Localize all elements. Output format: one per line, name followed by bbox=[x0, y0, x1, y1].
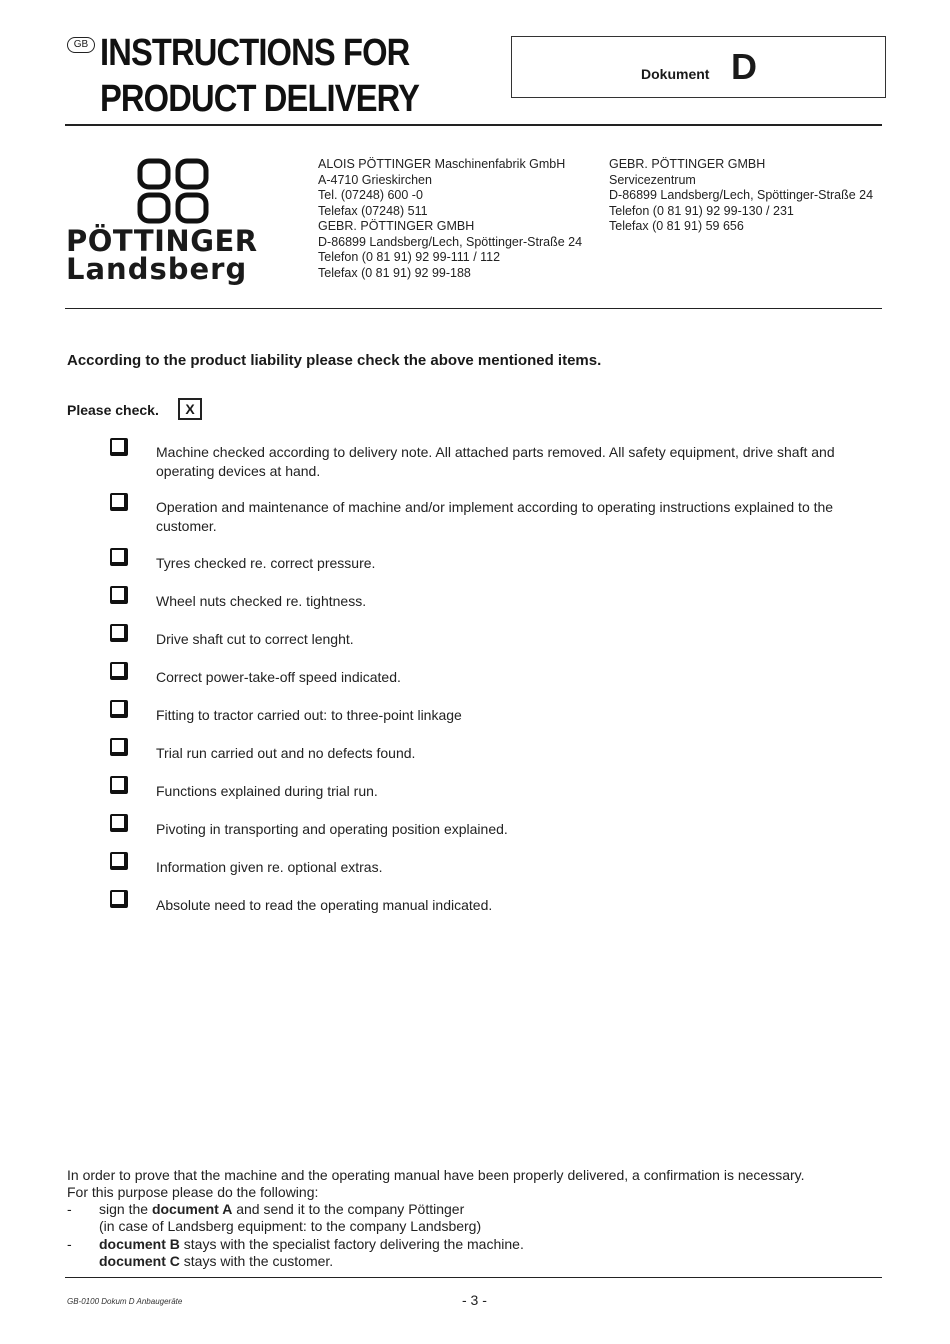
header-rule bbox=[65, 124, 882, 126]
checklist-item bbox=[156, 498, 866, 536]
bullet-item bbox=[99, 1201, 464, 1218]
checklist-item-line: Machine checked according to delivery note. All attached parts removed. All safety equipment, drive shaft and bbox=[156, 444, 835, 460]
checklist-item-line: Operation and maintenance of machine and/or implement according to operating instructions explained to the bbox=[156, 499, 834, 515]
document-letter: D bbox=[731, 46, 757, 87]
bullet-item bbox=[99, 1253, 333, 1270]
checklist-item bbox=[156, 443, 866, 481]
checklist-checkbox[interactable] bbox=[110, 738, 128, 756]
checklist-checkbox[interactable] bbox=[110, 493, 128, 511]
checklist-item: Pivoting in transporting and operating position explained. bbox=[156, 821, 508, 837]
checklist-checkbox[interactable] bbox=[110, 586, 128, 604]
bullet-text-bold: document A bbox=[151, 1201, 233, 1217]
bullet-text-bold: document C bbox=[99, 1253, 180, 1269]
footer-rule bbox=[65, 1277, 882, 1278]
please-check-label: Please check. bbox=[67, 402, 159, 418]
address-line: Telefax (07248) 511 bbox=[318, 203, 428, 218]
address-line: Tel. (07248) 600 -0 bbox=[318, 188, 423, 202]
section-rule bbox=[65, 308, 882, 309]
checklist-item: Absolute need to read the operating manual indicated. bbox=[156, 897, 493, 913]
bullet-item-continued: (in case of Landsberg equipment: to the company Landsberg) bbox=[99, 1218, 482, 1234]
checklist-checkbox[interactable] bbox=[110, 890, 128, 908]
checklist-checkbox[interactable] bbox=[110, 852, 128, 870]
title-line-1: INSTRUCTIONS FOR bbox=[100, 32, 410, 74]
checklist-item: Functions explained during trial run. bbox=[156, 783, 378, 799]
checklist-checkbox[interactable] bbox=[110, 776, 128, 794]
address-line: GEBR. PÖTTINGER GMBH bbox=[609, 157, 766, 171]
checklist-item: Trial run carried out and no defects found. bbox=[156, 745, 416, 761]
checklist-item: Fitting to tractor carried out: to three-point linkage bbox=[156, 707, 462, 723]
address-line: D-86899 Landsberg/Lech, Spöttinger-Straße 24 bbox=[609, 188, 874, 202]
checklist-checkbox[interactable] bbox=[110, 624, 128, 642]
bullet-text: sign the bbox=[99, 1201, 152, 1217]
bullet-text-bold: document B bbox=[99, 1236, 180, 1252]
address-line: Servicezentrum bbox=[609, 172, 696, 187]
address-line: Telefax (0 81 91) 92 99-188 bbox=[318, 265, 471, 280]
logo-wordmark-poettinger: PÖTTINGER bbox=[66, 224, 258, 258]
bullet-item bbox=[99, 1236, 524, 1253]
checklist-checkbox[interactable] bbox=[110, 548, 128, 566]
checklist-item: Tyres checked re. correct pressure. bbox=[156, 555, 376, 571]
address-line: Telefon (0 81 91) 92 99-111 / 112 bbox=[318, 250, 501, 264]
bullet-text: and send it to the company Pöttinger bbox=[232, 1201, 465, 1217]
bullet-text: stays with the specialist factory delivering the machine. bbox=[179, 1236, 524, 1252]
logo-wordmark-landsberg: Landsberg bbox=[66, 252, 248, 286]
checklist-checkbox[interactable] bbox=[110, 662, 128, 680]
checklist-item-line: customer. bbox=[156, 518, 217, 534]
poettinger-logo-icon bbox=[137, 158, 209, 224]
address-block-right bbox=[609, 157, 873, 235]
page-number: - 3 - bbox=[462, 1292, 487, 1308]
footer-paragraph: For this purpose please do the following: bbox=[67, 1184, 319, 1200]
checklist-checkbox[interactable] bbox=[110, 438, 128, 456]
document-label: Dokument bbox=[641, 66, 710, 82]
checklist-item-line: operating devices at hand. bbox=[156, 463, 321, 479]
address-line: D-86899 Landsberg/Lech, Spöttinger-Straße 24 bbox=[318, 234, 583, 249]
checklist-item: Wheel nuts checked re. tightness. bbox=[156, 593, 367, 609]
bullet-text: stays with the customer. bbox=[179, 1253, 334, 1269]
checklist-checkbox[interactable] bbox=[110, 814, 128, 832]
bullet-dash: - bbox=[67, 1236, 72, 1252]
title-line-2: PRODUCT DELIVERY bbox=[100, 78, 420, 120]
address-line: A-4710 Grieskirchen bbox=[318, 172, 432, 187]
language-badge: GB bbox=[67, 37, 95, 53]
lead-text: According to the product liability please check the above mentioned items. bbox=[67, 352, 602, 369]
checklist-item: Information given re. optional extras. bbox=[156, 859, 383, 875]
address-line: Telefon (0 81 91) 92 99-130 / 231 bbox=[609, 203, 794, 218]
example-checked-box: X bbox=[178, 398, 202, 420]
footer-document-code: GB-0100 Dokum D Anbaugeräte bbox=[67, 1297, 183, 1306]
address-block-left bbox=[318, 157, 582, 281]
footer-paragraph: In order to prove that the machine and the operating manual have been properly delivered, a confirmation is necessary. bbox=[67, 1167, 805, 1183]
bullet-dash: - bbox=[67, 1201, 72, 1217]
address-line: Telefax (0 81 91) 59 656 bbox=[609, 219, 744, 233]
address-line: GEBR. PÖTTINGER GMBH bbox=[318, 219, 475, 233]
address-line: ALOIS PÖTTINGER Maschinenfabrik GmbH bbox=[318, 157, 566, 171]
checklist-checkbox[interactable] bbox=[110, 700, 128, 718]
page-title bbox=[100, 30, 419, 122]
checklist-item: Correct power-take-off speed indicated. bbox=[156, 669, 401, 685]
checklist-item: Drive shaft cut to correct lenght. bbox=[156, 631, 354, 647]
